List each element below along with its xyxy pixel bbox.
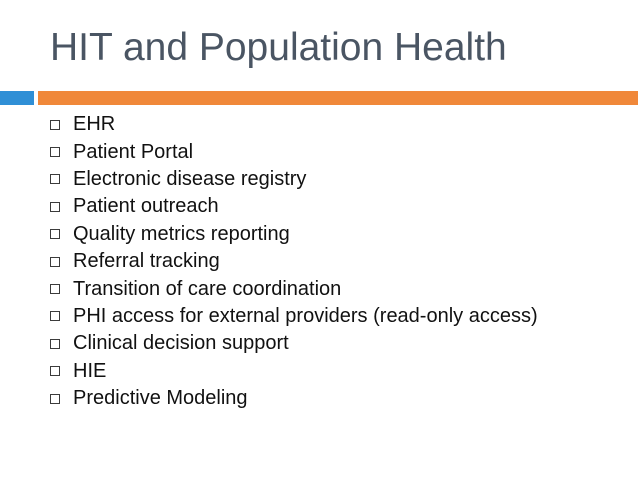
- bullet-item: [50, 303, 538, 330]
- accent-bar-blue: [0, 91, 34, 105]
- bullet-item: [50, 193, 538, 220]
- bullet-text: Transition of care coordination: [73, 277, 342, 300]
- bullet-item: [50, 111, 538, 138]
- square-bullet-icon: [50, 311, 60, 321]
- square-bullet-icon: [50, 120, 60, 130]
- bullet-text: PHI access for external providers (read-only access): [73, 304, 538, 327]
- square-bullet-icon: [50, 394, 60, 404]
- bullet-text: EHR: [73, 113, 116, 136]
- bullet-item: [50, 358, 538, 385]
- bullet-text: HIE: [73, 359, 107, 382]
- bullet-item: [50, 166, 538, 193]
- square-bullet-icon: [50, 284, 60, 294]
- square-bullet-icon: [50, 174, 60, 184]
- square-bullet-icon: [50, 229, 60, 239]
- bullet-text: Clinical decision support: [73, 332, 289, 355]
- square-bullet-icon: [50, 366, 60, 376]
- square-bullet-icon: [50, 147, 60, 157]
- bullet-item: [50, 138, 538, 165]
- square-bullet-icon: [50, 257, 60, 267]
- bullet-list: [50, 111, 538, 412]
- bullet-text: Quality metrics reporting: [73, 222, 290, 245]
- bullet-item: [50, 221, 538, 248]
- bullet-item: [50, 330, 538, 357]
- accent-bar-orange: [38, 91, 638, 105]
- square-bullet-icon: [50, 202, 60, 212]
- bullet-text: Patient outreach: [73, 195, 219, 218]
- slide-title: HIT and Population Health: [50, 26, 507, 69]
- bullet-text: Electronic disease registry: [73, 167, 307, 190]
- bullet-item: [50, 275, 538, 302]
- bullet-text: Patient Portal: [73, 140, 194, 163]
- bullet-text: Predictive Modeling: [73, 387, 248, 410]
- bullet-text: Referral tracking: [73, 250, 220, 273]
- bullet-item: [50, 248, 538, 275]
- square-bullet-icon: [50, 339, 60, 349]
- bullet-item: [50, 385, 538, 412]
